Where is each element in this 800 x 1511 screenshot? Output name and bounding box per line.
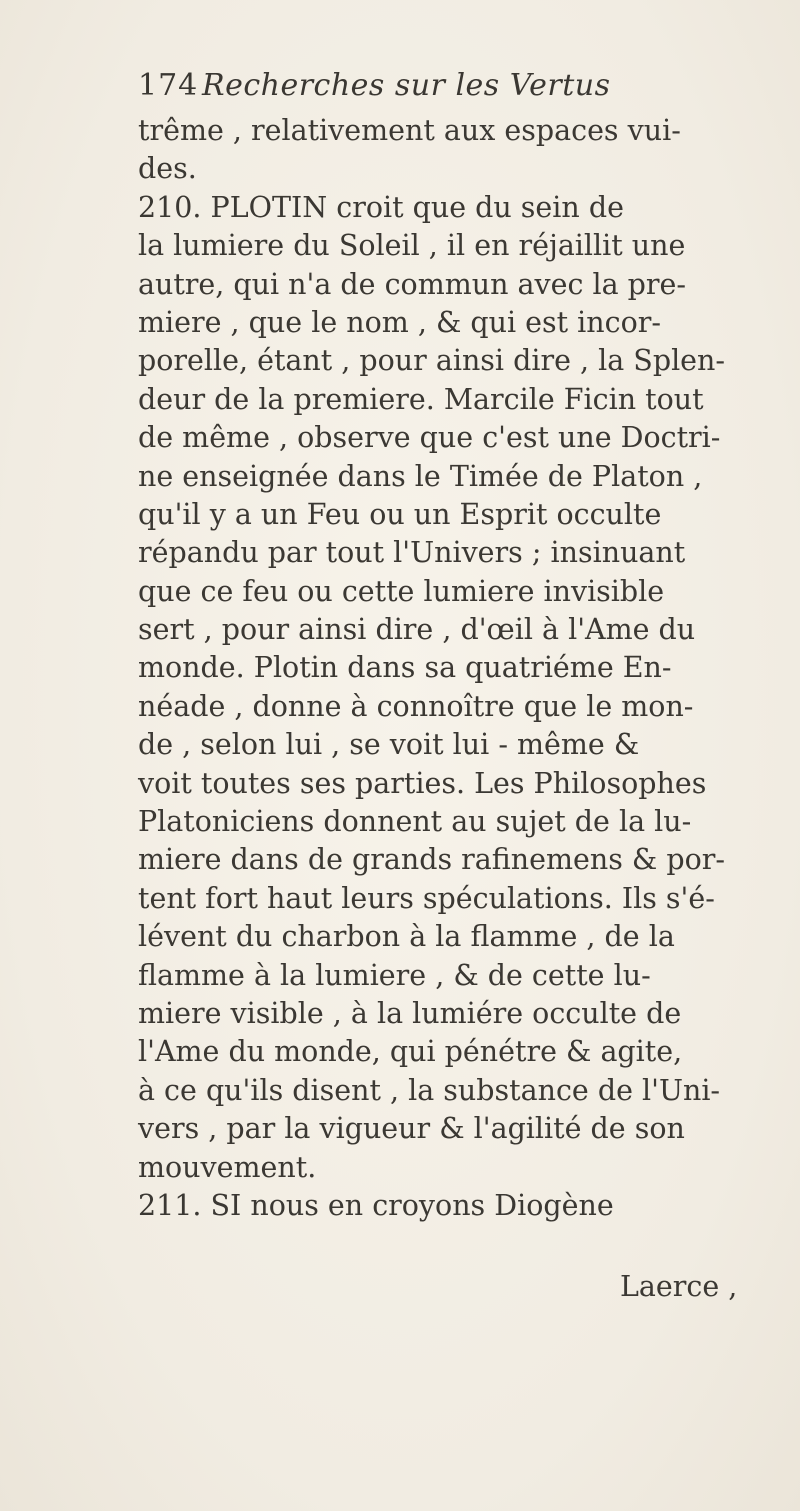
text-line: porelle, étant , pour ainsi dire , la Splen- — [138, 344, 726, 378]
text-line: voit toutes ses parties. Les Philosophes — [138, 766, 707, 800]
text-line: qu'il y a un Feu ou un Esprit occulte — [138, 497, 662, 531]
text-line: monde. Plotin dans sa quatriéme En- — [138, 651, 672, 685]
text-line: miere , que le nom , & qui est incor- — [138, 305, 662, 339]
page-header — [138, 62, 738, 110]
text-line: tent fort haut leurs spéculations. Ils s'é- — [138, 881, 715, 915]
text-line: Platoniciens donnent au sujet de la lu- — [138, 805, 692, 839]
text-line: l'Ame du monde, qui pénétre & agite, — [138, 1035, 683, 1069]
text-line: à ce qu'ils disent , la substance de l'Uni- — [138, 1073, 721, 1107]
body-text — [138, 112, 788, 1225]
text-line: mouvement. — [138, 1150, 317, 1184]
text-line: sert , pour ainsi dire , d'œil à l'Ame du — [138, 613, 696, 647]
text-line: répandu par tout l'Univers ; insinuant — [138, 536, 686, 570]
text-line: de même , observe que c'est une Doctri- — [138, 421, 721, 455]
catchword: Laerce , — [620, 1270, 738, 1303]
text-line: ne enseignée dans le Timée de Platon , — [138, 459, 703, 493]
text-line: que ce feu ou cette lumiere invisible — [138, 574, 665, 608]
text-line: 211. SI nous en croyons Diogène — [138, 1188, 614, 1222]
text-line: néade , donne à connoître que le mon- — [138, 689, 694, 723]
text-line: de , selon lui , se voit lui - même & — [138, 728, 640, 762]
text-line: 210. PLOTIN croit que du sein de — [138, 190, 624, 224]
running-title: Recherches sur les Vertus — [202, 68, 611, 103]
text-line: vers , par la vigueur & l'agilité de son — [138, 1112, 685, 1146]
text-line: trême , relativement aux espaces vui- — [138, 114, 681, 147]
text-line: la lumiere du Soleil , il en réjaillit une — [138, 229, 686, 263]
text-line: miere visible , à la lumiére occulte de — [138, 996, 682, 1030]
text-line: des. — [138, 152, 197, 186]
page-number: 174 — [138, 68, 199, 103]
text-line: miere dans de grands rafinemens & por- — [138, 843, 726, 877]
text-line: deur de la premiere. Marcile Ficin tout — [138, 382, 704, 416]
text-line: lévent du charbon à la flamme , de la — [138, 920, 675, 954]
text-line: autre, qui n'a de commun avec la pre- — [138, 267, 687, 301]
text-line: flamme à la lumiere , & de cette lu- — [138, 958, 651, 992]
